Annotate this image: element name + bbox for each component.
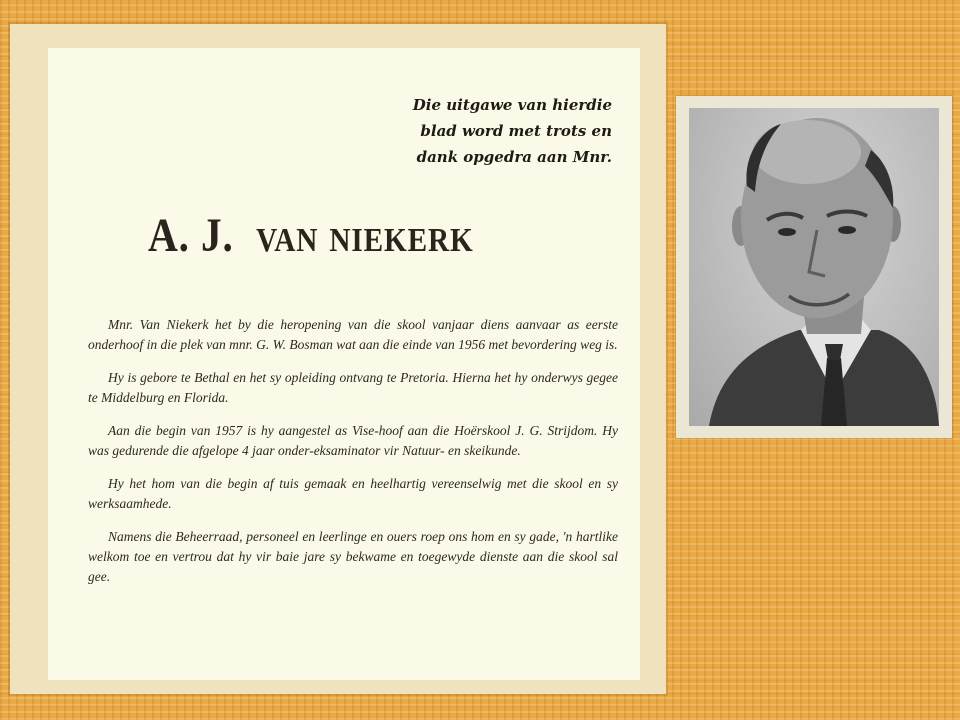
- article-paragraph: Hy is gebore te Bethal en het sy opleiding ontvang te Pretoria. Hierna het hy onderwys gegee te Middelburg en Florida.: [88, 370, 618, 405]
- portrait-frame: [676, 96, 952, 438]
- article-body: [88, 315, 618, 600]
- document-frame: [10, 24, 666, 694]
- dedication-line: blad word met trots en: [420, 122, 612, 140]
- name-surname: NIEKERK: [329, 222, 474, 259]
- dedication-text: [342, 92, 612, 170]
- article-paragraph: Namens die Beheerraad, personeel en leerlinge en ouers roep ons hom en sy gade, 'n hartlike welkom toe en vertrou dat hy vir baie jare sy bekwame en toegewyde dienste aan die skool sal gee.: [88, 529, 618, 584]
- dedication-line: Die uitgawe van hierdie: [412, 96, 612, 114]
- portrait-photo: [689, 108, 939, 426]
- article-paragraph: Mnr. Van Niekerk het by die heropening van die skool vanjaar diens aanvaar as eerste onderhoof in die plek van mnr. G. W. Bosman wat aan die einde van 1956 met bevordering weg is.: [88, 317, 618, 352]
- document-page: [48, 48, 640, 680]
- name-van: VAN: [256, 222, 319, 259]
- portrait-illustration: [689, 108, 939, 426]
- name-initials: A. J.: [148, 209, 234, 262]
- article-paragraph: Hy het hom van die begin af tuis gemaak en heelhartig vereenselwig met die skool en sy werksaamhede.: [88, 476, 618, 511]
- article-paragraph: Aan die begin van 1957 is hy aangestel as Vise-hoof aan die Hoërskool J. G. Strijdom. Hy was gedurende die afgelope 4 jaar onder-eksaminator vir Natuur- en skeikunde.: [88, 423, 618, 458]
- dedication-line: dank opgedra aan Mnr.: [416, 148, 612, 166]
- name-heading: [148, 208, 474, 269]
